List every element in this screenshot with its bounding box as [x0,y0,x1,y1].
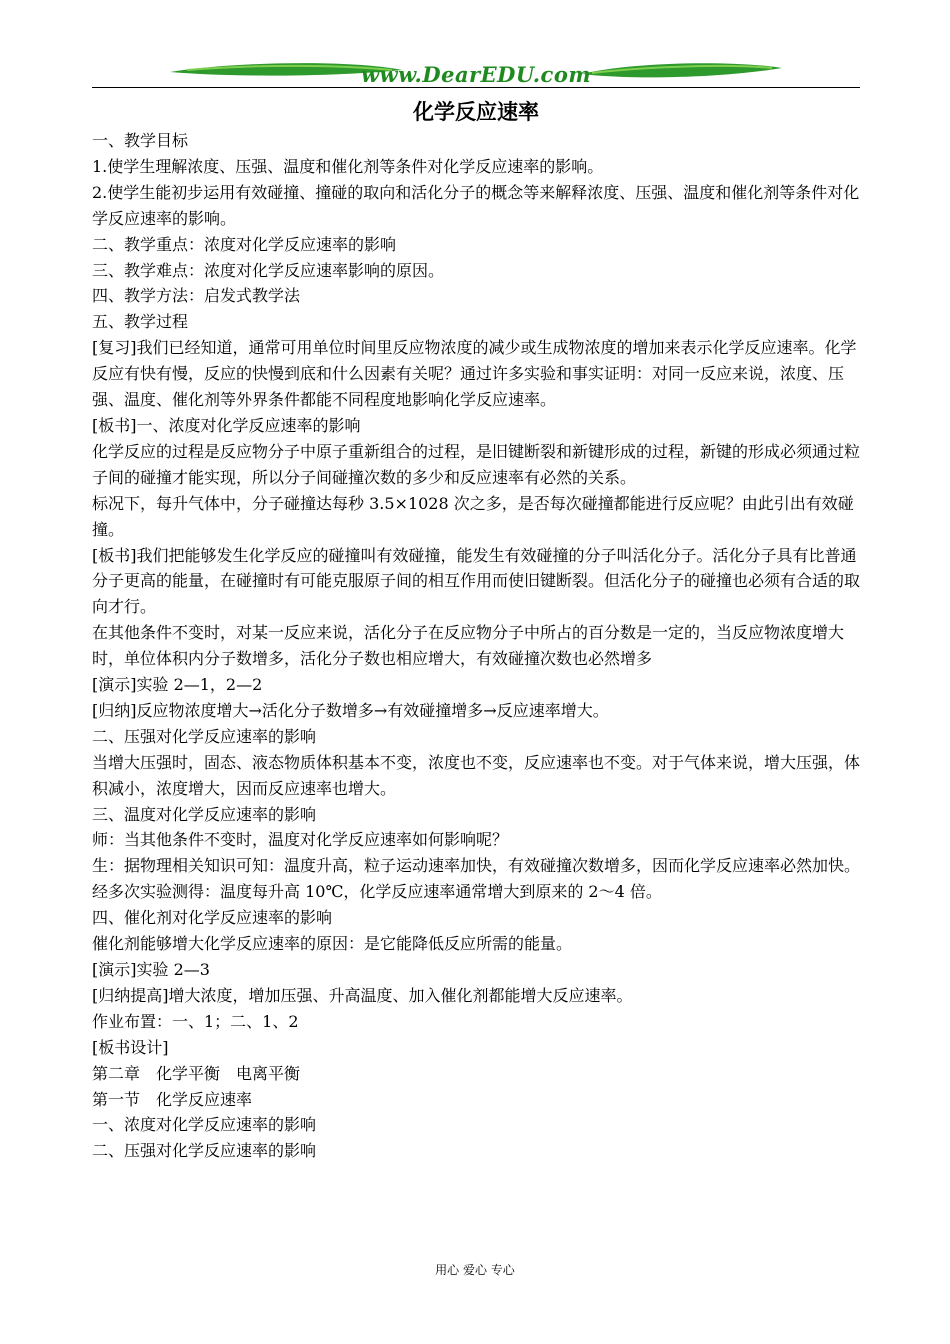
paragraph: 标况下，每升气体中，分子碰撞达每秒 3.5×1028 次之多，是否每次碰撞都能进行反应呢？由此引出有效碰撞。 [92,493,854,539]
paragraph: 催化剂能够增大化学反应速率的原因：是它能降低反应所需的能量。 [92,934,573,954]
paragraph: 五、教学过程 [92,312,189,332]
paragraph: 二、压强对化学反应速率的影响 [92,1141,317,1161]
paragraph: [归纳]反应物浓度增大→活化分子数增多→有效碰撞增多→反应速率增大。 [92,700,609,720]
paragraph: 经多次实验测得：温度每升高 10℃，化学反应速率通常增大到原来的 2～4 倍。 [92,882,662,902]
paragraph: 当增大压强时，固态、液态物质体积基本不变，浓度也不变，反应速率也不变。对于气体来说，增大压强，体积减小，浓度增大，因而反应速率也增大。 [92,752,861,798]
paragraph: 二、压强对化学反应速率的影响 [92,726,317,746]
paragraph: 一、教学目标 [92,131,189,150]
paragraph: [板书]一、浓度对化学反应速率的影响 [92,415,361,435]
paragraph: [板书]我们把能够发生化学反应的碰撞叫有效碰撞，能发生有效碰撞的分子叫活化分子。活化分子具有比普通分子更高的能量，在碰撞时有可能克服原子间的相互作用而使旧键断裂。但活化分子的碰撞也必须有合适的取向才行。 [92,545,861,617]
paragraph: 第二章 化学平衡 电离平衡 [92,1063,301,1083]
site-header-logo [92,58,860,90]
paragraph: 四、催化剂对化学反应速率的影响 [92,908,333,928]
paragraph: 三、温度对化学反应速率的影响 [92,804,317,824]
paragraph: [演示]实验 2—1，2—2 [92,675,263,695]
paragraph: 三、教学难点：浓度对化学反应速率影响的原因。 [92,260,445,280]
paragraph: 第一节 化学反应速率 [92,1089,253,1109]
paragraph: [演示]实验 2—3 [92,960,210,979]
paragraph: 师：当其他条件不变时，温度对化学反应速率如何影响呢？ [92,830,509,850]
header-divider [92,87,860,88]
paragraph: 二、教学重点：浓度对化学反应速率的影响 [92,234,397,254]
document-title: 化学反应速率 [413,100,539,124]
paragraph: 1.使学生理解浓度、压强、温度和催化剂等条件对化学反应速率的影响。 [92,156,604,176]
paragraph: 化学反应的过程是反应物分子中原子重新组合的过程，是旧键断裂和新键形成的过程，新键的形成必须通过粒子间的碰撞才能实现，所以分子间碰撞次数的多少和反应速率有必然的关系。 [92,441,861,487]
paragraph: 一、浓度对化学反应速率的影响 [92,1115,317,1135]
paragraph: [复习]我们已经知道，通常可用单位时间里反应物浓度的减少或生成物浓度的增加来表示化学反应速率。化学反应有快有慢，反应的快慢到底和什么因素有关呢？通过许多实验和事实证明：对同一反应来说，浓度、压强、温度、催化剂等外界条件都能不同程度地影响化学反应速率。 [92,338,857,410]
paragraph: [板书设计] [92,1037,169,1057]
paragraph: [归纳提高]增大浓度，增加压强、升高温度、加入催化剂都能增大反应速率。 [92,985,633,1005]
site-logo-text[interactable]: www.DearEDU.com [360,62,592,87]
paragraph: 2.使学生能初步运用有效碰撞、撞碰的取向和活化分子的概念等来解释浓度、压强、温度和催化剂等条件对化学反应速率的影响。 [92,182,860,228]
paragraph: 四、教学方法：启发式教学法 [92,286,301,306]
page-footer: 用心 爱心 专心 [435,1263,515,1277]
document-body [92,128,860,1164]
paragraph: 作业布置：一、1；二、1、2 [92,1011,299,1031]
paragraph: 生：据物理相关知识可知：温度升高，粒子运动速率加快，有效碰撞次数增多，因而化学反应速率必然加快。 [92,856,861,876]
paragraph: 在其他条件不变时，对某一反应来说，活化分子在反应物分子中所占的百分数是一定的，当反应物浓度增大时，单位体积内分子数增多，活化分子数也相应增大，有效碰撞次数也必然增多 [92,623,845,669]
